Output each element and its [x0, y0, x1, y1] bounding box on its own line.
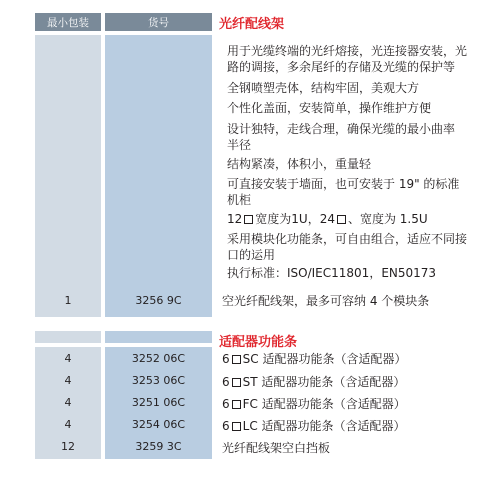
row-min-pack: 4 — [64, 417, 72, 431]
port-square-icon — [232, 422, 241, 431]
feature-item: 采用模块化功能条，可自由组合，适应不同接 — [227, 232, 468, 246]
row-part-no: 3256 9C — [135, 293, 182, 307]
row-part-no: 3259 3C — [135, 439, 182, 453]
section2-header-part — [105, 331, 212, 343]
feature-item: 用于光缆终端的光纤熔接，光连接器安装，光 — [227, 44, 468, 58]
port-square-icon — [232, 355, 241, 364]
row-description — [222, 350, 406, 367]
row-part-no: 3254 06C — [131, 417, 186, 431]
feature-item: 设计独特，走线合理，确保光缆的最小曲率 — [227, 122, 456, 136]
port-square-icon — [337, 215, 346, 224]
row-min-pack: 4 — [64, 373, 72, 387]
section1-pack-column — [35, 35, 101, 317]
feature-item-cont: 路的调接，多余尾纤的存储及光缆的保护等 — [227, 60, 456, 74]
row-qty: 6 — [222, 397, 230, 411]
row-min-pack: 12 — [61, 439, 75, 453]
row-part-no: 3253 06C — [131, 373, 186, 387]
section1-title: 光纤配线架 — [219, 17, 285, 32]
port-square-icon — [232, 378, 241, 387]
row-description: 光纤配线架空白挡板 — [222, 441, 331, 455]
feature-item-cont: 口的运用 — [227, 248, 276, 262]
section2-header-pack — [35, 331, 101, 343]
feature-item-cont: 机柜 — [227, 193, 252, 207]
row-desc-text: LC 适配器功能条（含适配器） — [242, 419, 406, 433]
feature-item: 结构紧凑，体积小，重量轻 — [227, 157, 372, 171]
width-text-2: 、宽度为 1.5U — [347, 212, 428, 226]
row-desc-text: ST 适配器功能条（含适配器） — [242, 375, 406, 389]
row-min-pack: 1 — [64, 293, 72, 307]
port-square-icon — [244, 215, 253, 224]
row-part-no: 3252 06C — [131, 351, 186, 365]
row-part-no: 3251 06C — [131, 395, 186, 409]
row-description: 空光纤配线架，最多可容纳 4 个模块条 — [222, 294, 430, 308]
section2-title: 适配器功能条 — [219, 335, 298, 350]
row-description — [222, 395, 406, 412]
row-qty: 6 — [222, 352, 230, 366]
row-min-pack: 4 — [64, 351, 72, 365]
row-min-pack: 4 — [64, 395, 72, 409]
feature-item-cont: 半径 — [227, 138, 252, 152]
header-min-pack: 最小包装 — [35, 13, 101, 31]
port-count-12: 12 — [227, 212, 243, 226]
row-description — [222, 373, 405, 390]
row-desc-text: FC 适配器功能条（含适配器） — [242, 397, 406, 411]
row-desc-text: SC 适配器功能条（含适配器） — [242, 352, 407, 366]
row-qty: 6 — [222, 419, 230, 433]
port-square-icon — [232, 400, 241, 409]
feature-item: 全钢喷塑壳体，结构牢固，美观大方 — [227, 81, 420, 95]
feature-item: 可直接安装于墙面，也可安装于 19" 的标准 — [227, 177, 460, 191]
feature-item-width — [227, 212, 428, 227]
header-part-no: 货号 — [105, 13, 212, 31]
width-text: 宽度为1U，24 — [255, 212, 335, 226]
row-description — [222, 417, 406, 434]
row-qty: 6 — [222, 375, 230, 389]
feature-item: 执行标准：ISO/IEC11801，EN50173 — [227, 266, 437, 280]
feature-item: 个性化盖面，安装简单，操作维护方便 — [227, 101, 432, 115]
section1-part-column — [105, 35, 212, 317]
